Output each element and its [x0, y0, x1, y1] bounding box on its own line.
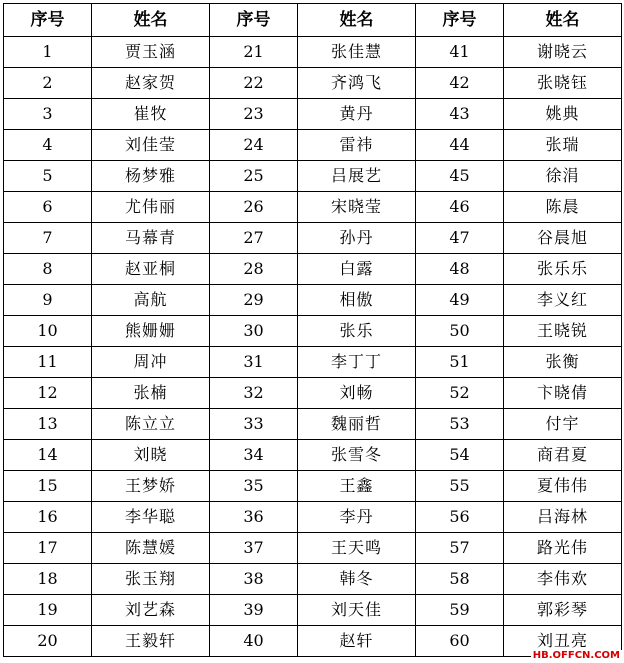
seq-cell: 19	[4, 595, 92, 626]
table-row	[4, 192, 622, 223]
table-row	[4, 161, 622, 192]
seq-cell: 15	[4, 471, 92, 502]
name-cell: 王毅轩	[92, 626, 210, 657]
header-name-1: 姓名	[92, 4, 210, 37]
table-row	[4, 595, 622, 626]
seq-cell: 13	[4, 409, 92, 440]
seq-cell: 30	[210, 316, 298, 347]
name-cell: 张瑞	[504, 130, 622, 161]
name-cell: 相傲	[298, 285, 416, 316]
name-cell: 刘佳莹	[92, 130, 210, 161]
seq-cell: 16	[4, 502, 92, 533]
table-row	[4, 223, 622, 254]
name-cell: 夏伟伟	[504, 471, 622, 502]
name-cell: 路光伟	[504, 533, 622, 564]
site-watermark: HB.OFFCN.COM	[532, 650, 620, 661]
name-cell: 宋晓莹	[298, 192, 416, 223]
seq-cell: 20	[4, 626, 92, 657]
seq-cell: 49	[416, 285, 504, 316]
name-cell: 徐涓	[504, 161, 622, 192]
name-cell: 郭彩琴	[504, 595, 622, 626]
seq-cell: 56	[416, 502, 504, 533]
table-row	[4, 564, 622, 595]
name-cell: 高航	[92, 285, 210, 316]
name-cell: 谢晓云	[504, 37, 622, 68]
name-cell: 张晓钰	[504, 68, 622, 99]
name-cell: 尤伟丽	[92, 192, 210, 223]
name-cell: 赵亚桐	[92, 254, 210, 285]
seq-cell: 23	[210, 99, 298, 130]
seq-cell: 53	[416, 409, 504, 440]
table-body	[4, 37, 622, 657]
name-cell: 齐鸿飞	[298, 68, 416, 99]
seq-cell: 57	[416, 533, 504, 564]
name-cell: 张玉翔	[92, 564, 210, 595]
seq-cell: 48	[416, 254, 504, 285]
seq-cell: 21	[210, 37, 298, 68]
name-cell: 王天鸣	[298, 533, 416, 564]
name-cell: 陈晨	[504, 192, 622, 223]
name-cell: 赵轩	[298, 626, 416, 657]
table-row	[4, 347, 622, 378]
seq-cell: 29	[210, 285, 298, 316]
seq-cell: 38	[210, 564, 298, 595]
seq-cell: 14	[4, 440, 92, 471]
name-cell: 张楠	[92, 378, 210, 409]
table-header	[4, 4, 622, 37]
roster-table	[3, 3, 622, 657]
table-row	[4, 533, 622, 564]
seq-cell: 5	[4, 161, 92, 192]
name-cell: 张衡	[504, 347, 622, 378]
seq-cell: 40	[210, 626, 298, 657]
name-cell: 刘天佳	[298, 595, 416, 626]
name-cell: 韩冬	[298, 564, 416, 595]
name-cell: 王晓锐	[504, 316, 622, 347]
name-cell: 吕海林	[504, 502, 622, 533]
table-row	[4, 37, 622, 68]
name-cell: 雷祎	[298, 130, 416, 161]
seq-cell: 26	[210, 192, 298, 223]
seq-cell: 50	[416, 316, 504, 347]
seq-cell: 33	[210, 409, 298, 440]
seq-cell: 17	[4, 533, 92, 564]
seq-cell: 47	[416, 223, 504, 254]
name-cell: 王鑫	[298, 471, 416, 502]
seq-cell: 7	[4, 223, 92, 254]
header-name-3: 姓名	[504, 4, 622, 37]
seq-cell: 36	[210, 502, 298, 533]
seq-cell: 44	[416, 130, 504, 161]
header-name-2: 姓名	[298, 4, 416, 37]
name-cell: 陈慧媛	[92, 533, 210, 564]
name-cell: 白露	[298, 254, 416, 285]
header-seq-3: 序号	[416, 4, 504, 37]
seq-cell: 31	[210, 347, 298, 378]
seq-cell: 24	[210, 130, 298, 161]
name-cell: 刘艺森	[92, 595, 210, 626]
seq-cell: 12	[4, 378, 92, 409]
seq-cell: 34	[210, 440, 298, 471]
header-seq-1: 序号	[4, 4, 92, 37]
table-row	[4, 285, 622, 316]
name-cell: 王梦娇	[92, 471, 210, 502]
name-cell: 李华聪	[92, 502, 210, 533]
name-cell: 李义红	[504, 285, 622, 316]
name-cell: 马幕青	[92, 223, 210, 254]
name-cell: 刘畅	[298, 378, 416, 409]
name-cell: 商君夏	[504, 440, 622, 471]
name-cell: 周冲	[92, 347, 210, 378]
table-row	[4, 471, 622, 502]
name-cell: 李丹	[298, 502, 416, 533]
name-cell: 孙丹	[298, 223, 416, 254]
table-row	[4, 68, 622, 99]
name-cell: 谷晨旭	[504, 223, 622, 254]
seq-cell: 3	[4, 99, 92, 130]
name-cell: 刘晓	[92, 440, 210, 471]
name-cell: 张佳慧	[298, 37, 416, 68]
seq-cell: 46	[416, 192, 504, 223]
name-cell: 崔牧	[92, 99, 210, 130]
name-cell: 贾玉涵	[92, 37, 210, 68]
seq-cell: 18	[4, 564, 92, 595]
seq-cell: 39	[210, 595, 298, 626]
table-row	[4, 254, 622, 285]
seq-cell: 10	[4, 316, 92, 347]
table-row	[4, 502, 622, 533]
seq-cell: 58	[416, 564, 504, 595]
seq-cell: 42	[416, 68, 504, 99]
seq-cell: 28	[210, 254, 298, 285]
seq-cell: 22	[210, 68, 298, 99]
name-cell: 张雪冬	[298, 440, 416, 471]
seq-cell: 51	[416, 347, 504, 378]
header-row	[4, 4, 622, 37]
table-row	[4, 378, 622, 409]
name-cell: 魏丽哲	[298, 409, 416, 440]
seq-cell: 1	[4, 37, 92, 68]
header-seq-2: 序号	[210, 4, 298, 37]
seq-cell: 43	[416, 99, 504, 130]
seq-cell: 11	[4, 347, 92, 378]
table-row	[4, 626, 622, 657]
seq-cell: 60	[416, 626, 504, 657]
name-cell: 李伟欢	[504, 564, 622, 595]
name-cell: 张乐乐	[504, 254, 622, 285]
seq-cell: 32	[210, 378, 298, 409]
seq-cell: 55	[416, 471, 504, 502]
name-cell: 姚典	[504, 99, 622, 130]
seq-cell: 35	[210, 471, 298, 502]
seq-cell: 37	[210, 533, 298, 564]
table-row	[4, 130, 622, 161]
seq-cell: 6	[4, 192, 92, 223]
name-cell: 熊姗姗	[92, 316, 210, 347]
name-cell: 吕展艺	[298, 161, 416, 192]
name-cell: 刘丑亮	[504, 626, 622, 657]
seq-cell: 54	[416, 440, 504, 471]
seq-cell: 8	[4, 254, 92, 285]
name-cell: 张乐	[298, 316, 416, 347]
table-row	[4, 409, 622, 440]
table-row	[4, 99, 622, 130]
name-cell: 付宇	[504, 409, 622, 440]
seq-cell: 59	[416, 595, 504, 626]
seq-cell: 9	[4, 285, 92, 316]
name-cell: 卞晓倩	[504, 378, 622, 409]
table-row	[4, 316, 622, 347]
seq-cell: 2	[4, 68, 92, 99]
seq-cell: 27	[210, 223, 298, 254]
name-cell: 黄丹	[298, 99, 416, 130]
name-cell: 陈立立	[92, 409, 210, 440]
seq-cell: 41	[416, 37, 504, 68]
seq-cell: 4	[4, 130, 92, 161]
seq-cell: 52	[416, 378, 504, 409]
seq-cell: 45	[416, 161, 504, 192]
name-cell: 赵家贺	[92, 68, 210, 99]
name-cell: 李丁丁	[298, 347, 416, 378]
table-row	[4, 440, 622, 471]
name-cell: 杨梦雅	[92, 161, 210, 192]
seq-cell: 25	[210, 161, 298, 192]
